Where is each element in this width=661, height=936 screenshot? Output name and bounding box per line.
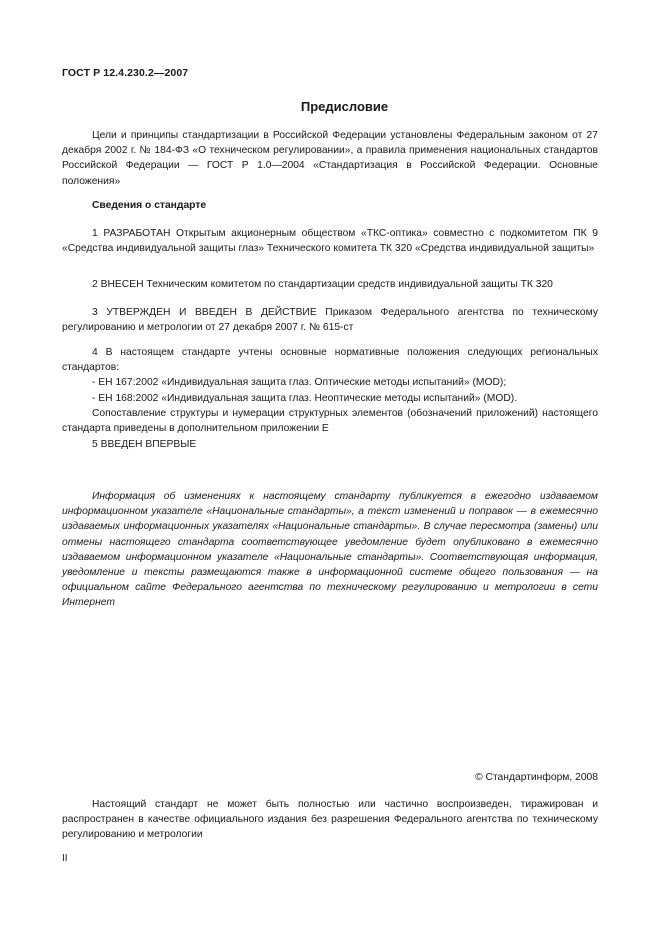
info-notice: Информация об изменениях к настоящему стандарту публикуется в ежегодно издаваемом информационном указателе «Национальные стандарты», а текст изменений и поправок — в ежемесячно издаваемых информационных указателях «Национальные стандарты». В случае пересмотра (замены) или отмены настоящего стандарта соответствующее уведомление будет опубликовано в ежемесячно издаваемом информационном указателе «Национальные стандарты». Соответствующая информация, уведомление и тексты размещаются также в информационной системе общего пользования — на официальном сайте Федерального агентства по техническому регулированию и метрологии в сети Интернет bbox=[62, 491, 598, 609]
item4-block bbox=[62, 345, 598, 436]
item3-block bbox=[62, 305, 598, 335]
item-4-standard-1: - ЕН 167:2002 «Индивидуальная защита глаз. Оптические методы испытаний» (MOD); bbox=[92, 377, 507, 389]
intro-paragraph: Цели и принципы стандартизации в Российской Федерации установлены Федеральным законом от 27 декабря 2002 г. № 184-ФЗ «О техническом регулировании», а правила применения национальных стандартов Российской Федерации — ГОСТ Р 1.0—2004 «Стандартизация в Российской Федерации. Основные положения» bbox=[62, 130, 598, 187]
section-heading: Сведения о стандарте bbox=[92, 200, 207, 211]
item-4-standard-2: - ЕН 168:2002 «Индивидуальная защита глаз. Неоптические методы испытаний» (MOD). bbox=[92, 392, 518, 404]
info-notice-block bbox=[62, 489, 598, 611]
item2-block bbox=[62, 277, 598, 292]
page-number: II bbox=[62, 853, 68, 864]
section-heading-block bbox=[62, 198, 598, 213]
copyright: © Стандартинформ, 2008 bbox=[475, 772, 598, 783]
item-5-introduced: 5 ВВЕДЕН ВПЕРВЫЕ bbox=[92, 439, 197, 450]
page-title: Предисловие bbox=[300, 99, 389, 114]
reproduction-notice: Настоящий стандарт не может быть полностью или частично воспроизведен, тиражирован и распространен в качестве официального издания без разрешения Федерального агентства по техническому регулированию и метрологии bbox=[62, 799, 598, 841]
item-1-developed: 1 РАЗРАБОТАН Открытым акционерным обществом «ТКС-оптика» совместно с подкомитетом ПК 9 «Средства индивидуальной защиты глаз» Технического комитета ТК 320 «Средства индивидуальной защиты» bbox=[62, 228, 598, 255]
item-4-note: Сопоставление структуры и нумерации структурных элементов (обозначений приложений) настоящего стандарта приведены в дополнительном приложении Е bbox=[62, 407, 598, 435]
item5-block bbox=[62, 437, 598, 452]
item-3-approved: 3 УТВЕРЖДЕН И ВВЕДЕН В ДЕЙСТВИЕ Приказом Федерального агентства по техническому регулированию и метрологии от 27 декабря 2007 г. № 615-ст bbox=[62, 307, 598, 334]
item1-block bbox=[62, 226, 598, 256]
intro-block bbox=[62, 128, 598, 189]
item-2-submitted: 2 ВНЕСЕН Техническим комитетом по стандартизации средств индивидуальной защиты ТК 320 bbox=[92, 279, 553, 290]
document-id-header: ГОСТ Р 12.4.230.2—2007 bbox=[62, 67, 189, 79]
copyright-block bbox=[62, 770, 598, 785]
item-4-intro: 4 В настоящем стандарте учтены основные нормативные положения следующих региональных стандартов: bbox=[62, 347, 598, 374]
reproduction-block bbox=[62, 797, 598, 843]
